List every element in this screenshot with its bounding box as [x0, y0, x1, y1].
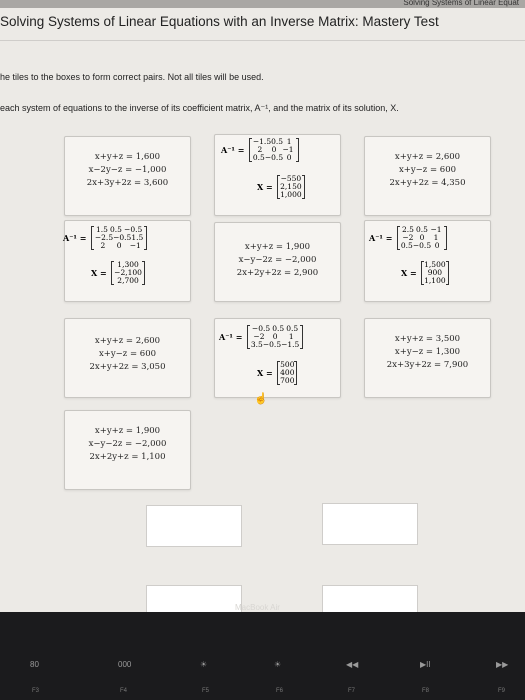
a-inverse-label: A⁻¹ =: [219, 332, 243, 342]
a-inverse-label: A⁻¹ =: [369, 233, 393, 243]
fkey-label: F4: [120, 688, 128, 694]
x-label: X =: [401, 268, 417, 278]
drop-target-box-4[interactable]: [322, 585, 418, 612]
tile-system-4[interactable]: [64, 318, 191, 398]
solution-vector: −550 2,150 1,000: [277, 175, 304, 199]
instruction-line-1: he tiles to the boxes to form correct pairs. Not all tiles will be used.: [0, 72, 264, 82]
tile-matrix-4[interactable]: [214, 318, 341, 398]
fast-forward-key-icon[interactable]: ▶▶: [496, 660, 509, 669]
fkey-label: F3: [32, 688, 40, 694]
fkey-label: F5: [202, 688, 210, 694]
equation: 2x+y+2z = 3,050: [89, 362, 166, 372]
equation: x+y−z = 600: [98, 349, 157, 359]
laptop-keyboard: [0, 612, 525, 700]
equation: 2x+2y+2z = 2,900: [236, 268, 319, 278]
hand-cursor-icon: ☝: [254, 393, 268, 405]
equation: x−y−2z = −2,000: [88, 439, 167, 449]
tile-system-1[interactable]: [64, 136, 191, 216]
instruction-line-2: each system of equations to the inverse of its coefficient matrix, A⁻¹, and the matrix of its solution, X.: [0, 103, 399, 113]
inverse-matrix: 1.5 0.5 −0.5 −2.5 −0.5 1.5 2 0 −1: [91, 226, 147, 250]
solution-vector: 1,300 −2,100 2,700: [111, 261, 145, 285]
laptop-brand-label: MacBook Air: [235, 603, 280, 612]
equation: x+y+z = 2,600: [394, 152, 461, 162]
equation: x+y−z = 600: [398, 165, 457, 175]
equation: 2x+y+2z = 4,350: [389, 178, 466, 188]
browser-top-bar: [0, 0, 525, 8]
a-inverse-label: A⁻¹ =: [221, 145, 245, 155]
x-label: X =: [257, 368, 273, 378]
solution-vector: 1,500 900 1,100: [421, 261, 448, 285]
tile-matrix-2[interactable]: [64, 220, 191, 302]
x-label: X =: [91, 268, 107, 278]
equation: x+y−z = 1,300: [394, 347, 461, 357]
play-pause-key-icon[interactable]: ▶II: [420, 660, 431, 669]
brightness-down-key-icon[interactable]: ☀: [200, 660, 208, 669]
tile-matrix-1[interactable]: [214, 134, 341, 216]
fkey-label: F9: [498, 688, 506, 694]
drop-target-box-1[interactable]: [146, 505, 242, 547]
equation: x+y+z = 1,600: [94, 152, 161, 162]
equation: x+y+z = 2,600: [94, 336, 161, 346]
inverse-matrix: −0.5 0.5 0.5 −2 0 1 3.5 −0.5 −1.5: [247, 325, 303, 349]
drop-target-box-3[interactable]: [146, 585, 242, 612]
page-title: Solving Systems of Linear Equations with an Inverse Matrix: Mastery Test: [0, 14, 439, 29]
equation: 2x+3y+2z = 3,600: [86, 178, 169, 188]
fkey-label: F7: [348, 688, 356, 694]
tile-matrix-3[interactable]: [364, 220, 491, 302]
equation: x+y+z = 1,900: [244, 242, 311, 252]
title-divider: [0, 40, 525, 41]
fkey-label: F8: [422, 688, 430, 694]
drop-target-box-2[interactable]: [322, 503, 418, 545]
tile-system-6[interactable]: [64, 410, 191, 490]
inverse-matrix: −1.5 0.5 1 2 0 −1 0.5 −0.5 0: [249, 138, 299, 162]
tile-system-2[interactable]: [364, 136, 491, 216]
tile-system-3[interactable]: [214, 222, 341, 302]
a-inverse-label: A⁻¹ =: [63, 233, 87, 243]
equation: x+y+z = 3,500: [394, 334, 461, 344]
inverse-matrix: 2.5 0.5 −1 −2 0 1 0.5 −0.5 0: [397, 226, 447, 250]
launchpad-key-icon[interactable]: 000: [118, 660, 132, 669]
equation: 2x+3y+2z = 7,900: [386, 360, 469, 370]
fkey-label: F6: [276, 688, 284, 694]
equation: x+y+z = 1,900: [94, 426, 161, 436]
mission-control-key-icon[interactable]: 80: [30, 660, 39, 669]
solution-vector: 500 400 700: [277, 361, 297, 385]
browser-tab-title[interactable]: Solving Systems of Linear Equat: [403, 0, 519, 7]
equation: 2x+2y+z = 1,100: [89, 452, 166, 462]
tile-system-5[interactable]: [364, 318, 491, 398]
brightness-up-key-icon[interactable]: ☀: [274, 660, 282, 669]
equation: x−2y−z = −1,000: [88, 165, 167, 175]
rewind-key-icon[interactable]: ◀◀: [346, 660, 359, 669]
x-label: X =: [257, 182, 273, 192]
equation: x−y−2z = −2,000: [238, 255, 317, 265]
